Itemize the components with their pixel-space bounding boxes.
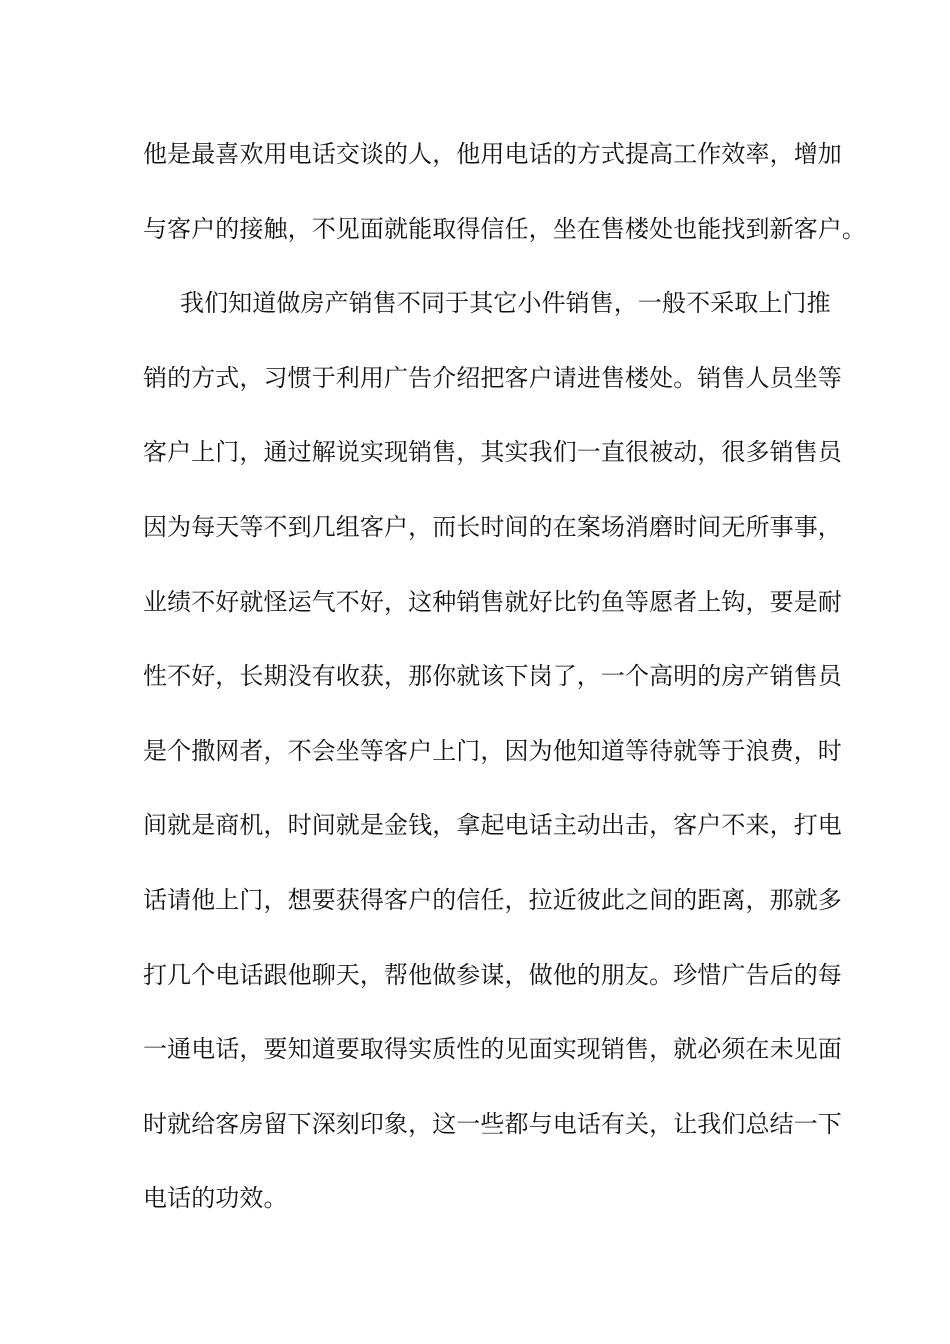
text-line: 间就是商机，时间就是金钱，拿起电话主动出击，客户不来，打电 bbox=[143, 811, 842, 840]
text-line: 一通电话，要知道要取得实质性的见面实现销售，就必须在未见面 bbox=[143, 1035, 842, 1064]
text-line: 他是最喜欢用电话交谈的人，他用电话的方式提高工作效率，增加 bbox=[143, 140, 842, 168]
body-text bbox=[143, 128, 866, 1247]
text-line: 时就给客房留下深刻印象，这一些都与电话有关，让我们总结一下 bbox=[143, 1109, 842, 1138]
text-line: 客户上门，通过解说实现销售，其实我们一直很被动，很多销售员 bbox=[143, 438, 842, 467]
text-line: 与客户的接触，不见面就能取得信任，坐在售楼处也能找到新客户。 bbox=[143, 214, 866, 243]
text-line: 销的方式，习惯于利用广告介绍把客户请进售楼处。销售人员坐等 bbox=[143, 363, 842, 392]
text-line: 电话的功效。 bbox=[143, 1184, 288, 1213]
text-line: 打几个电话跟他聊天，帮他做参谋，做他的朋友。珍惜广告后的每 bbox=[143, 960, 842, 989]
text-line: 性不好，长期没有收获，那你就该下岗了，一个高明的房产销售员 bbox=[143, 662, 842, 691]
text-line: 因为每天等不到几组客户，而长时间的在案场消磨时间无所事事， bbox=[143, 512, 842, 541]
paragraph-start-line: 我们知道做房产销售不同于其它小件销售，一般不采取上门推 bbox=[180, 289, 831, 318]
text-line: 业绩不好就怪运气不好，这种销售就好比钓鱼等愿者上钩，要是耐 bbox=[143, 587, 842, 616]
text-line: 话请他上门，想要获得客户的信任，拉近彼此之间的距离，那就多 bbox=[143, 885, 842, 914]
text-line: 是个撒网者，不会坐等客户上门，因为他知道等待就等于浪费，时 bbox=[143, 736, 842, 765]
